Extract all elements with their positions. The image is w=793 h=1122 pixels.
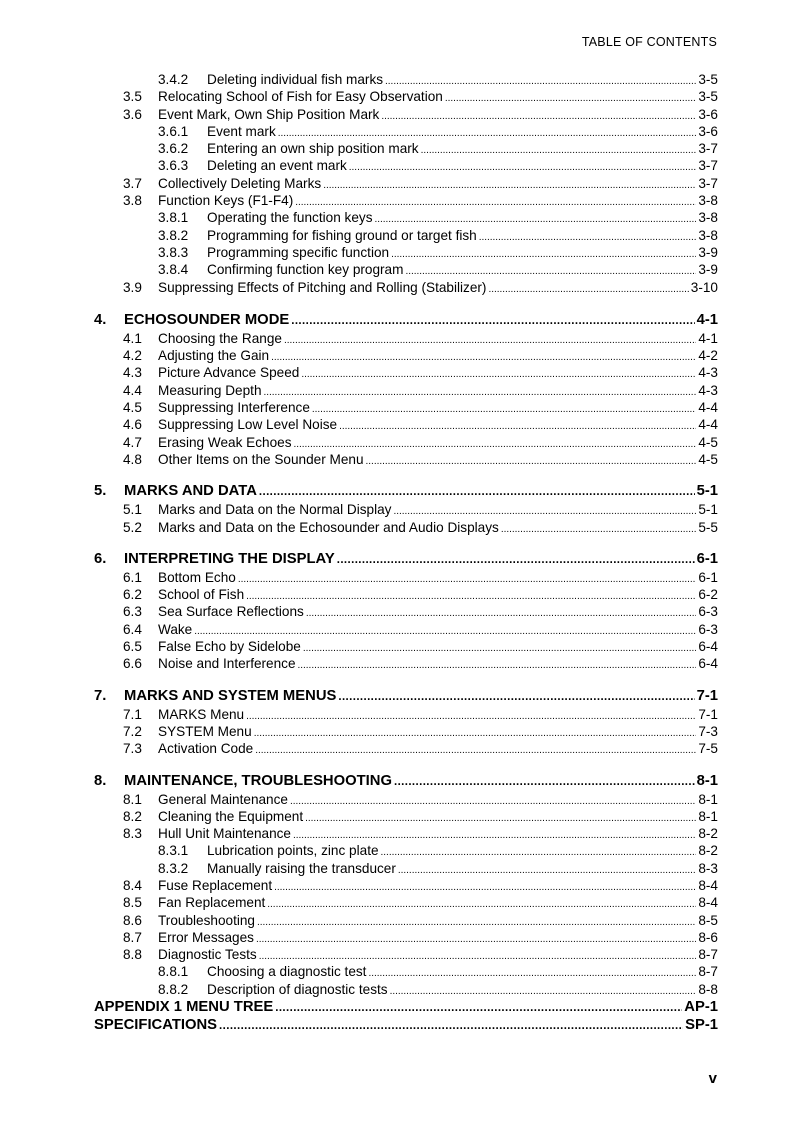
toc-entry-page: 6-3: [698, 621, 718, 637]
toc-subsection[interactable]: [94, 227, 718, 244]
dot-leader: [312, 401, 696, 418]
toc-entry-title: Operating the function keys: [207, 210, 373, 226]
toc-entry-title: Description of diagnostic tests: [207, 981, 388, 997]
toc-section[interactable]: [94, 347, 718, 364]
toc-entry-number: 7.1: [123, 706, 142, 722]
toc-chapter[interactable]: [94, 772, 718, 791]
toc-appendix[interactable]: [94, 1016, 718, 1034]
toc-entry-title: Troubleshooting: [158, 912, 255, 928]
toc-entry-title: Event mark: [207, 123, 276, 139]
toc-entry-page: 4-5: [698, 451, 718, 467]
toc-entry-page: 6-1: [698, 569, 718, 585]
toc-section[interactable]: [94, 399, 718, 416]
toc-entry-page: 3-9: [698, 244, 718, 260]
toc-entry-page: 8-3: [698, 860, 718, 876]
toc-entry-title: Choosing a diagnostic test: [207, 964, 367, 980]
toc-entry-page: 8-4: [698, 895, 718, 911]
toc-entry-number: 3.6.1: [158, 123, 189, 139]
toc-entry-page: 3-5: [698, 89, 718, 105]
toc-entry-title: Choosing the Range: [158, 330, 282, 346]
toc-entry-number: 6.: [94, 550, 107, 567]
toc-section[interactable]: [94, 877, 718, 894]
toc-entry-number: 3.9: [123, 279, 142, 295]
toc-entry-page: 8-5: [698, 912, 718, 928]
toc-section[interactable]: [94, 912, 718, 929]
toc-subsection[interactable]: [94, 981, 718, 998]
toc-entry-title: Relocating School of Fish for Easy Observation: [158, 89, 443, 105]
toc-entry-page: 8-7: [698, 947, 718, 963]
toc-entry-page: 5-1: [698, 502, 718, 518]
toc-subsection[interactable]: [94, 71, 718, 88]
toc-section[interactable]: [94, 175, 718, 192]
dot-leader: [349, 159, 697, 176]
toc-entry-title: Event Mark, Own Ship Position Mark: [158, 106, 380, 122]
dot-leader: [290, 793, 696, 810]
dot-leader: [381, 108, 696, 125]
toc-entry-number: 6.5: [123, 639, 142, 655]
dot-leader: [306, 605, 697, 622]
toc-section[interactable]: [94, 638, 718, 655]
toc-entry-number: 8.4: [123, 877, 142, 893]
dot-leader: [246, 708, 696, 725]
toc-entry-number: 4.1: [123, 330, 142, 346]
toc-entry-number: 4.: [94, 311, 107, 328]
dot-leader: [267, 896, 696, 913]
toc-entry-number: 4.4: [123, 382, 142, 398]
toc-section[interactable]: [94, 501, 718, 518]
toc-entry-number: 3.4.2: [158, 72, 189, 87]
dot-leader: [264, 384, 697, 401]
dot-leader: [219, 1017, 683, 1035]
toc-entry-title: Error Messages: [158, 929, 254, 945]
toc-entry-page: 4-1: [698, 330, 718, 346]
toc-entry-title: Noise and Interference: [158, 656, 296, 672]
toc-entry-page: AP-1: [684, 999, 718, 1016]
toc-subsection[interactable]: [94, 261, 718, 278]
toc-entry-title: Suppressing Effects of Pitching and Rolling (Stabilizer): [158, 279, 487, 295]
toc-chapter[interactable]: [94, 550, 718, 569]
toc-chapter[interactable]: [94, 311, 718, 330]
toc-entry-number: 6.3: [123, 604, 142, 620]
toc-section[interactable]: [94, 192, 718, 209]
toc-entry-number: 5.: [94, 483, 107, 500]
toc-subsection[interactable]: [94, 842, 718, 859]
toc-entry-page: 8-2: [698, 826, 718, 842]
toc-appendix[interactable]: [94, 998, 718, 1016]
dot-leader: [338, 688, 694, 707]
dot-leader: [501, 521, 697, 538]
toc-section[interactable]: [94, 106, 718, 123]
toc-entry-title: Diagnostic Tests: [158, 947, 257, 963]
toc-entry-number: 3.8: [123, 193, 142, 209]
dot-leader: [246, 588, 696, 605]
toc-entry-page: 8-4: [698, 877, 718, 893]
toc-subsection[interactable]: [94, 157, 718, 174]
toc-entry-title: Activation Code: [158, 741, 254, 757]
toc-entry-number: 3.7: [123, 175, 142, 191]
toc-entry-number: 3.8.4: [158, 262, 189, 278]
toc-entry-page: 8-1: [696, 772, 718, 789]
toc-entry-page: 8-1: [698, 808, 718, 824]
toc-entry-number: 8.7: [123, 929, 142, 945]
toc-entry-page: 8-8: [698, 981, 718, 997]
toc-entry-page: 8-6: [698, 929, 718, 945]
toc-entry-number: 8.3: [123, 826, 142, 842]
toc-entry-title: Fuse Replacement: [158, 877, 273, 893]
toc-section[interactable]: [94, 519, 718, 536]
toc-subsection[interactable]: [94, 244, 718, 261]
toc-entry-title: Marks and Data on the Normal Display: [158, 502, 392, 518]
toc-entry-title: Programming specific function: [207, 244, 390, 260]
toc-entry-number: 8.6: [123, 912, 142, 928]
toc-entry-page: 8-2: [698, 843, 718, 859]
toc-entry-number: 5.1: [123, 502, 142, 518]
toc-section[interactable]: [94, 416, 718, 433]
toc-entry-title: MAINTENANCE, TROUBLESHOOTING: [124, 772, 392, 789]
dot-leader: [303, 640, 697, 657]
toc-entry-page: 3-6: [698, 106, 718, 122]
toc-entry-number: 3.8.2: [158, 227, 189, 243]
toc-section[interactable]: [94, 655, 718, 672]
toc-entry-title: Entering an own ship position mark: [207, 141, 419, 157]
toc-entry-number: 8.2: [123, 808, 142, 824]
toc-entry-number: 4.3: [123, 365, 142, 381]
dot-leader: [301, 366, 696, 383]
toc-entry-number: 4.5: [123, 400, 142, 416]
toc-section[interactable]: [94, 894, 718, 911]
toc-entry-title: INTERPRETING THE DISPLAY: [124, 550, 335, 567]
toc-entry-title: Measuring Depth: [158, 382, 262, 398]
dot-leader: [394, 773, 695, 792]
toc-entry-title: Collectively Deleting Marks: [158, 175, 322, 191]
toc-entry-title: Programming for fishing ground or target fish: [207, 227, 477, 243]
table-of-contents: [94, 71, 718, 1034]
toc-chapter[interactable]: [94, 687, 718, 706]
toc-entry-title: Fan Replacement: [158, 895, 266, 911]
toc-entry-page: 3-5: [698, 72, 718, 87]
toc-section[interactable]: [94, 946, 718, 963]
dot-leader: [238, 571, 697, 588]
toc-entry-number: 8.3.1: [158, 843, 189, 859]
toc-entry-title: Marks and Data on the Echosounder and Audio Displays: [158, 519, 499, 535]
toc-entry-page: 7-1: [696, 687, 718, 704]
toc-entry-number: 8.: [94, 772, 107, 789]
toc-chapter[interactable]: [94, 482, 718, 501]
toc-section[interactable]: [94, 586, 718, 603]
toc-entry-title: Hull Unit Maintenance: [158, 826, 291, 842]
toc-entry-page: 4-4: [698, 417, 718, 433]
toc-entry-title: Deleting individual fish marks: [207, 72, 384, 87]
toc-entry-page: 7-5: [698, 741, 718, 757]
dot-leader: [337, 551, 695, 570]
page-header: TABLE OF CONTENTS: [581, 35, 717, 49]
toc-entry-title: Function Keys (F1-F4): [158, 193, 294, 209]
dot-leader: [390, 983, 697, 1000]
toc-entry-title: APPENDIX 1 MENU TREE: [94, 999, 274, 1016]
toc-entry-page: 3-6: [698, 123, 718, 139]
toc-section[interactable]: [94, 808, 718, 825]
toc-entry-title: MARKS AND DATA: [124, 483, 257, 500]
dot-leader: [271, 349, 696, 366]
dot-leader: [479, 229, 697, 246]
toc-entry-number: 4.7: [123, 434, 142, 450]
toc-entry-page: 3-7: [698, 141, 718, 157]
toc-entry-page: 7-3: [698, 723, 718, 739]
dot-leader: [368, 965, 696, 982]
toc-subsection[interactable]: [94, 963, 718, 980]
dot-leader: [488, 281, 688, 298]
dot-leader: [257, 914, 696, 931]
toc-entry-number: 8.8: [123, 947, 142, 963]
toc-entry-number: 4.2: [123, 348, 142, 364]
toc-entry-page: SP-1: [685, 1017, 718, 1034]
toc-entry-number: 3.6.2: [158, 141, 189, 157]
toc-entry-title: Bottom Echo: [158, 569, 236, 585]
toc-entry-number: 5.2: [123, 519, 142, 535]
toc-entry-page: 4-5: [698, 434, 718, 450]
dot-leader: [398, 862, 696, 879]
toc-entry-number: 8.8.2: [158, 981, 189, 997]
toc-entry-page: 4-3: [698, 365, 718, 381]
toc-entry-number: 3.6: [123, 106, 142, 122]
toc-entry-number: 8.3.2: [158, 860, 189, 876]
toc-entry-number: 7.2: [123, 723, 142, 739]
toc-section[interactable]: [94, 621, 718, 638]
toc-entry-page: 3-8: [698, 210, 718, 226]
toc-entry-number: 4.6: [123, 417, 142, 433]
toc-entry-title: School of Fish: [158, 587, 245, 603]
dot-leader: [445, 90, 696, 107]
toc-section[interactable]: [94, 364, 718, 381]
toc-entry-page: 3-10: [690, 279, 718, 295]
toc-entry-number: 8.8.1: [158, 964, 189, 980]
toc-entry-page: 3-8: [698, 227, 718, 243]
toc-subsection[interactable]: [94, 860, 718, 877]
toc-entry-page: 3-7: [698, 158, 718, 174]
toc-entry-page: 7-1: [698, 706, 718, 722]
toc-section[interactable]: [94, 434, 718, 451]
toc-entry-page: 4-2: [698, 348, 718, 364]
dot-leader: [366, 453, 697, 470]
toc-entry-title: Wake: [158, 621, 193, 637]
dot-leader: [275, 999, 682, 1017]
dot-leader: [305, 810, 696, 827]
toc-entry-title: MARKS Menu: [158, 706, 245, 722]
toc-section[interactable]: [94, 706, 718, 723]
toc-entry-number: 6.6: [123, 656, 142, 672]
toc-entry-title: Cleaning the Equipment: [158, 808, 304, 824]
toc-entry-page: 8-1: [698, 791, 718, 807]
toc-entry-page: 4-4: [698, 400, 718, 416]
toc-section[interactable]: [94, 330, 718, 347]
toc-entry-page: 5-5: [698, 519, 718, 535]
toc-entry-page: 6-4: [698, 656, 718, 672]
toc-section[interactable]: [94, 451, 718, 468]
toc-entry-title: SYSTEM Menu: [158, 723, 252, 739]
dot-leader: [255, 742, 696, 759]
dot-leader: [259, 483, 695, 502]
toc-entry-number: 6.4: [123, 621, 142, 637]
toc-entry-number: 3.6.3: [158, 158, 189, 174]
toc-entry-page: 6-4: [698, 639, 718, 655]
toc-entry-title: False Echo by Sidelobe: [158, 639, 301, 655]
toc-entry-title: ECHOSOUNDER MODE: [124, 311, 290, 328]
toc-entry-page: 6-2: [698, 587, 718, 603]
toc-entry-page: 6-3: [698, 604, 718, 620]
toc-entry-number: 4.8: [123, 451, 142, 467]
toc-entry-title: SPECIFICATIONS: [94, 1017, 218, 1034]
toc-entry-page: 8-7: [698, 964, 718, 980]
toc-entry-title: Confirming function key program: [207, 262, 404, 278]
toc-entry-title: Manually raising the transducer: [207, 860, 396, 876]
toc-entry-page: 3-7: [698, 175, 718, 191]
dot-leader: [339, 418, 696, 435]
toc-entry-page: 3-8: [698, 193, 718, 209]
toc-entry-title: MARKS AND SYSTEM MENUS: [124, 687, 337, 704]
toc-entry-page: 3-9: [698, 262, 718, 278]
toc-entry-number: 6.2: [123, 587, 142, 603]
toc-entry-number: 3.8.3: [158, 244, 189, 260]
toc-entry-title: Deleting an event mark: [207, 158, 347, 174]
toc-entry-number: 8.5: [123, 895, 142, 911]
toc-subsection[interactable]: [94, 140, 718, 157]
toc-entry-title: Other Items on the Sounder Menu: [158, 451, 364, 467]
toc-section[interactable]: [94, 740, 718, 757]
dot-leader: [323, 177, 696, 194]
toc-entry-number: 3.8.1: [158, 210, 189, 226]
dot-leader: [291, 312, 694, 331]
toc-entry-page: 5-1: [696, 483, 718, 500]
toc-section[interactable]: [94, 382, 718, 399]
toc-entry-page: 4-1: [696, 311, 718, 328]
toc-entry-number: 7.: [94, 687, 107, 704]
dot-leader: [254, 725, 697, 742]
toc-entry-number: 7.3: [123, 741, 142, 757]
toc-entry-title: General Maintenance: [158, 791, 288, 807]
toc-subsection[interactable]: [94, 209, 718, 226]
toc-subsection[interactable]: [94, 123, 718, 140]
toc-entry-title: Suppressing Interference: [158, 400, 310, 416]
toc-section[interactable]: [94, 791, 718, 808]
toc-entry-page: 4-3: [698, 382, 718, 398]
toc-entry-page: 6-1: [696, 550, 718, 567]
toc-entry-title: Adjusting the Gain: [158, 348, 270, 364]
toc-entry-title: Lubrication points, zinc plate: [207, 843, 379, 859]
dot-leader: [391, 246, 696, 263]
toc-section[interactable]: [94, 88, 718, 105]
dot-leader: [256, 931, 696, 948]
toc-section[interactable]: [94, 279, 718, 296]
toc-entry-number: 3.5: [123, 89, 142, 105]
toc-section[interactable]: [94, 723, 718, 740]
toc-entry-number: 8.1: [123, 791, 142, 807]
dot-leader: [421, 142, 697, 159]
page-number: v: [708, 1070, 717, 1087]
toc-section[interactable]: [94, 929, 718, 946]
toc-entry-title: Picture Advance Speed: [158, 365, 300, 381]
toc-entry-title: Erasing Weak Echoes: [158, 434, 292, 450]
toc-entry-title: Sea Surface Reflections: [158, 604, 304, 620]
dot-leader: [381, 844, 697, 861]
toc-section[interactable]: [94, 603, 718, 620]
dot-leader: [284, 332, 696, 349]
toc-entry-title: Suppressing Low Level Noise: [158, 417, 338, 433]
dot-leader: [274, 879, 696, 896]
toc-section[interactable]: [94, 569, 718, 586]
dot-leader: [298, 657, 697, 674]
toc-entry-number: 6.1: [123, 569, 142, 585]
toc-section[interactable]: [94, 825, 718, 842]
